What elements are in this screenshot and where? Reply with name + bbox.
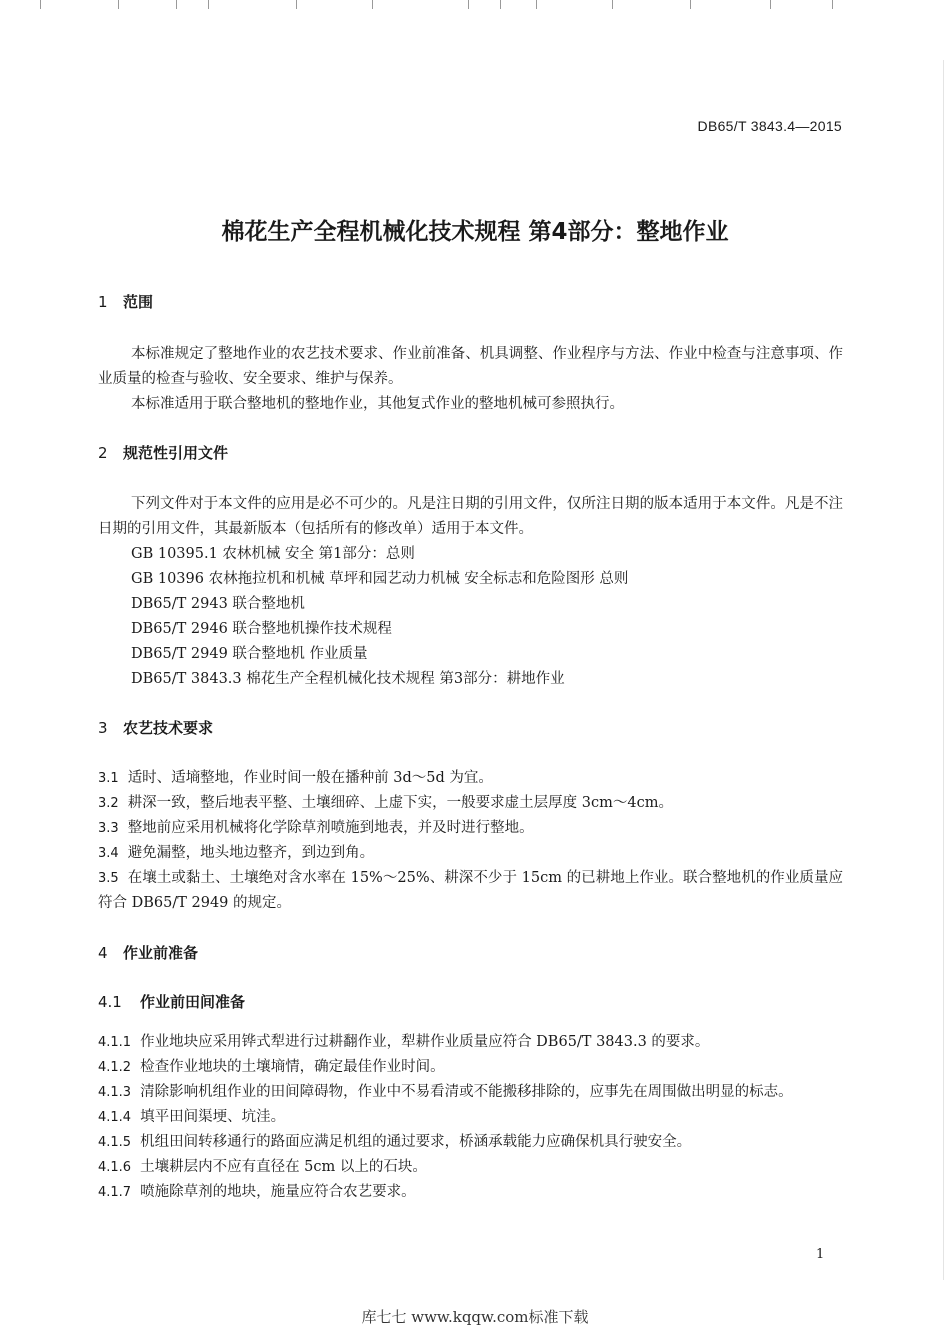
clause-item: 4.1.1 作业地块应采用铧式犁进行过耕翻作业，犁耕作业质量应符合 DB65/T 3843.3 的要求。	[98, 1034, 710, 1050]
section-4-heading: 4 作业前准备	[98, 944, 199, 962]
reference-item: DB65/T 2949 联合整地机 作业质量	[131, 646, 368, 662]
page-number: 1	[816, 1247, 825, 1262]
reference-item: DB65/T 2943 联合整地机	[131, 596, 305, 612]
clause-item: 4.1.5 机组田间转移通行的路面应满足机组的通过要求，桥涵承载能力应确保机具行驶安全。	[98, 1134, 692, 1150]
reference-item: GB 10396 农林拖拉机和机械 草坪和园艺动力机械 安全标志和危险图形 总则	[131, 571, 629, 587]
section-1-heading: 1 范围	[98, 293, 154, 311]
section-4-1-body	[98, 1030, 843, 1205]
clause-item: 4.1.2 检查作业地块的土壤墒情，确定最佳作业时间。	[98, 1059, 445, 1075]
paragraph: 本标准规定了整地作业的农艺技术要求、作业前准备、机具调整、作业程序与方法、作业中检查与注意事项、作业质量的检查与验收、安全要求、维护与保养。	[98, 346, 843, 387]
clause-item: 4.1.7 喷施除草剂的地块，施量应符合农艺要求。	[98, 1184, 416, 1200]
document-title: 棉花生产全程机械化技术规程 第4部分：整地作业	[221, 219, 729, 245]
clause-item: 4.1.4 填平田间渠埂、坑洼。	[98, 1109, 286, 1125]
reference-item: DB65/T 3843.3 棉花生产全程机械化技术规程 第3部分：耕地作业	[131, 671, 565, 687]
clause-item: 3.3 整地前应采用机械将化学除草剂喷施到地表，并及时进行整地。	[98, 820, 534, 836]
section-2-heading: 2 规范性引用文件	[98, 444, 229, 462]
clause-item: 3.5 在壤土或黏土、土壤绝对含水率在 15%～25%、耕深不少于 15cm 的已耕地上作业。联合整地机的作业质量应符合 DB65/T 2949 的规定。	[98, 870, 843, 911]
clause-item: 4.1.6 土壤耕层内不应有直径在 5cm 以上的石块。	[98, 1159, 427, 1175]
scan-edge-marks	[0, 0, 950, 14]
clause-item: 3.1 适时、适墒整地，作业时间一般在播种前 3d～5d 为宜。	[98, 770, 493, 786]
reference-item: GB 10395.1 农林机械 安全 第1部分：总则	[131, 546, 415, 562]
section-3-heading: 3 农艺技术要求	[98, 719, 214, 737]
clause-item: 4.1.3 清除影响机组作业的田间障碍物，作业中不易看清或不能搬移排除的，应事先在周围做出明显的标志。	[98, 1084, 793, 1100]
section-2-body	[98, 492, 843, 692]
reference-item: DB65/T 2946 联合整地机操作技术规程	[131, 621, 392, 637]
paragraph: 本标准适用于联合整地机的整地作业，其他复式作业的整地机械可参照执行。	[131, 396, 624, 412]
section-1-body	[98, 342, 843, 417]
footer-watermark: 库七七 www.kqqw.com标准下载	[361, 1308, 589, 1326]
clause-item: 3.2 耕深一致，整后地表平整、土壤细碎、上虚下实，一般要求虚土层厚度 3cm～4cm。	[98, 795, 673, 811]
section-3-body	[98, 766, 843, 916]
document-code: DB65/T 3843.4—2015	[697, 118, 842, 134]
clause-item: 3.4 避免漏整，地头地边整齐，到边到角。	[98, 845, 375, 861]
paragraph: 下列文件对于本文件的应用是必不可少的。凡是注日期的引用文件，仅所注日期的版本适用于本文件。凡是不注日期的引用文件，其最新版本（包括所有的修改单）适用于本文件。	[98, 496, 843, 537]
section-4-1-heading: 4.1 作业前田间准备	[98, 993, 246, 1011]
